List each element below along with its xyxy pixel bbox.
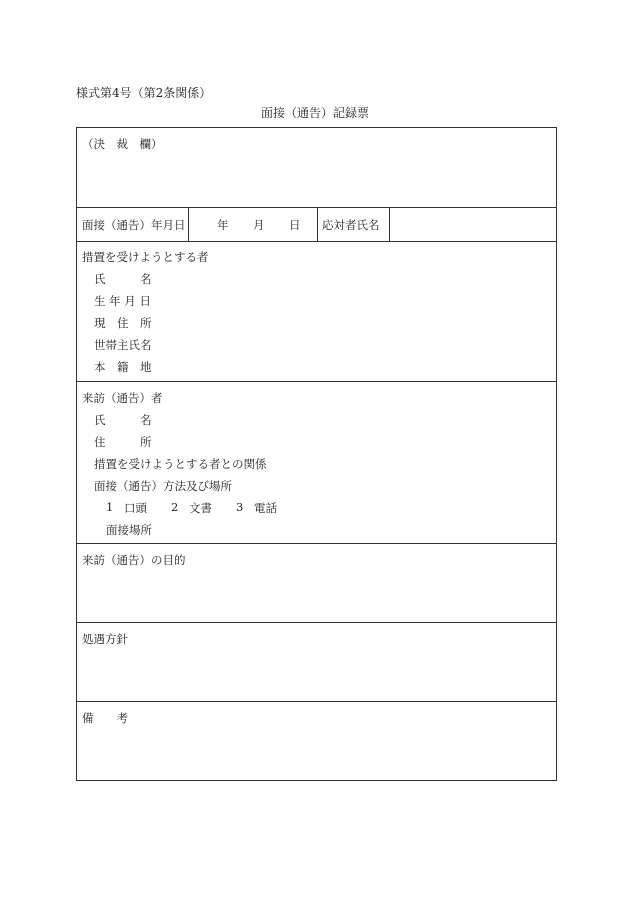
visitor-section [77,382,556,544]
purpose-label: 来訪（通告）の目的 [82,553,186,567]
remarks-section [77,702,556,780]
option-number: 2 [171,500,179,514]
visitor-heading: 来訪（通告）者 [82,391,163,405]
subject-address-label: 現 住 所 [94,316,152,330]
subject-householder-label: 世帯主氏名 [94,338,152,352]
option-phone: 電話 [254,501,277,515]
visitor-address-label: 住 所 [94,435,152,449]
subject-domicile-label: 本 籍 地 [94,360,152,374]
approval-label: （決 裁 欄） [82,137,163,151]
option-number: 3 [236,500,244,514]
subject-name-label: 氏 名 [94,272,152,286]
responder-label: 応対者氏名 [322,218,380,232]
form-number: 様式第4号（第2条関係） [76,86,212,100]
interview-place-label: 面接場所 [106,523,152,537]
remarks-label: 備 考 [82,711,128,725]
option-number: 1 [106,500,114,514]
record-form [76,127,557,781]
visitor-relation-label: 措置を受けようとする者との関係 [94,457,267,471]
visitor-name-label: 氏 名 [94,413,152,427]
policy-label: 処遇方針 [82,632,128,646]
option-oral: 口頭 [124,501,147,515]
purpose-section [77,544,556,623]
subject-heading: 措置を受けようとする者 [82,250,209,264]
responder-name-field[interactable] [390,208,556,241]
month-label: 月 [253,218,265,232]
year-label: 年 [217,218,229,232]
method-heading: 面接（通告）方法及び場所 [94,479,232,493]
policy-section [77,623,556,702]
subject-birthdate-label: 生 年 月 日 [94,294,151,308]
date-row [77,208,556,242]
option-document: 文書 [189,501,212,515]
day-label: 日 [289,218,301,232]
divider [317,208,318,241]
approval-section [77,128,556,208]
date-label: 面接（通告）年月日 [82,218,186,232]
document-title: 面接（通告）記録票 [260,106,369,120]
subject-section [77,242,556,382]
divider [188,208,189,241]
